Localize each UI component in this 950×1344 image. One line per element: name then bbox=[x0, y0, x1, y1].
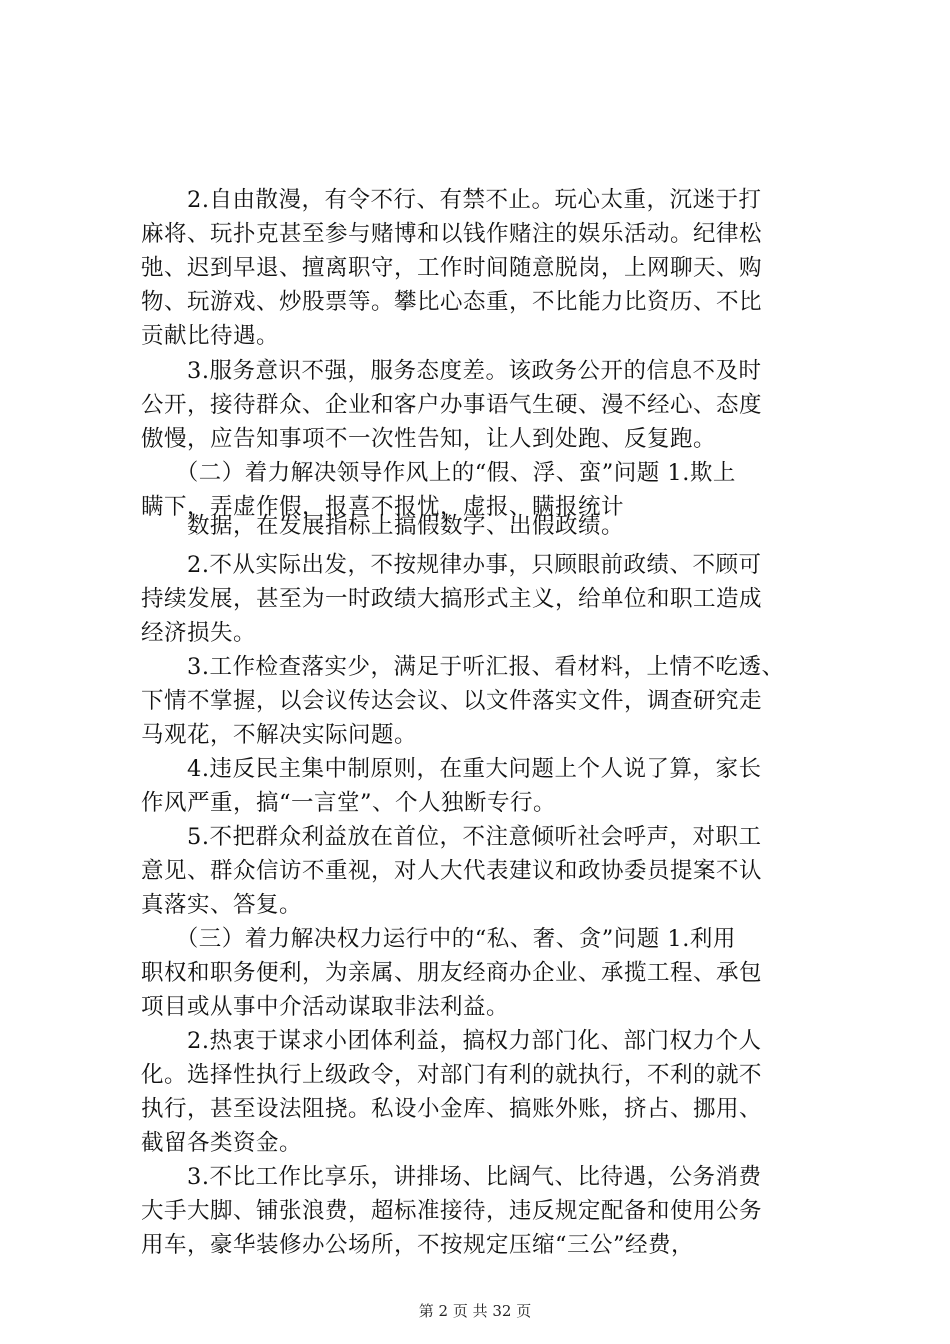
text-line: 傲慢，应告知事项不一次性告知，让人到处跑、反复跑。 bbox=[141, 426, 717, 452]
text-line: 公开，接待群众、企业和客户办事语气生硬、漫不经心、态度 bbox=[141, 392, 763, 418]
text-line: 项目或从事中介活动谋取非法利益。 bbox=[141, 994, 510, 1020]
text-line: 执行，甚至设法阻挠。私设小金库、搞账外账，挤占、挪用、 bbox=[141, 1096, 763, 1122]
text-line: 数据，在发展指标上搞假数字、出假政绩。 bbox=[141, 513, 625, 539]
text-line: 4.违反民主集中制原则，在重大问题上个人说了算，家长 bbox=[141, 756, 762, 782]
text-line: 经济损失。 bbox=[141, 620, 257, 646]
text-line: 麻将、玩扑克甚至参与赌博和以钱作赌注的娱乐活动。纪律松 bbox=[141, 221, 763, 247]
text-line: 大手大脚、铺张浪费，超标准接待，违反规定配备和使用公务 bbox=[141, 1198, 763, 1224]
text-line: 化。选择性执行上级政令，对部门有利的就执行，不利的就不 bbox=[141, 1062, 763, 1088]
text-line: 5.不把群众利益放在首位，不注意倾听社会呼声，对职工 bbox=[141, 824, 762, 850]
text-line: 用车，豪华装修办公场所，不按规定压缩“三公”经费， bbox=[141, 1232, 695, 1258]
text-line: 2.自由散漫，有令不行、有禁不止。玩心太重，沉迷于打 bbox=[141, 187, 762, 213]
text-line: 3.不比工作比享乐，讲排场、比阔气、比待遇，公务消费 bbox=[141, 1164, 762, 1190]
text-line: 弛、迟到早退、擅离职守，工作时间随意脱岗，上网聊天、购 bbox=[141, 255, 763, 281]
section-heading-line: （二）着力解决领导作风上的“假、浮、蛮”问题 1.欺上 bbox=[141, 460, 736, 486]
text-line: 职权和职务便利，为亲属、朋友经商办企业、承揽工程、承包 bbox=[141, 960, 763, 986]
text-line: 持续发展，甚至为一时政绩大搞形式主义，给单位和职工造成 bbox=[141, 586, 763, 612]
page-footer: 第 2 页 共 32 页 bbox=[418, 1302, 532, 1320]
text-line: 物、玩游戏、炒股票等。攀比心态重，不比能力比资历、不比 bbox=[141, 289, 763, 315]
text-line: 截留各类资金。 bbox=[141, 1130, 303, 1156]
text-line: 意见、群众信访不重视，对人大代表建议和政协委员提案不认 bbox=[141, 858, 763, 884]
text-line: 马观花，不解决实际问题。 bbox=[141, 722, 418, 748]
text-line: 瞒下，弄虚作假，报喜不报忧，虚报、瞒报统计 bbox=[141, 494, 625, 520]
text-line: 3.工作检查落实少，满足于听汇报、看材料，上情不吃透、 bbox=[141, 654, 785, 680]
text-line: 2.不从实际出发，不按规律办事，只顾眼前政绩、不顾可 bbox=[141, 552, 762, 578]
text-line: 作风严重，搞“一言堂”、个人独断专行。 bbox=[141, 790, 557, 816]
text-line: 3.服务意识不强，服务态度差。该政务公开的信息不及时 bbox=[141, 358, 762, 384]
text-line: 2.热衷于谋求小团体利益，搞权力部门化、部门权力个人 bbox=[141, 1028, 762, 1054]
text-line: 真落实、答复。 bbox=[141, 892, 303, 918]
text-line: 下情不掌握，以会议传达会议、以文件落实文件，调查研究走 bbox=[141, 688, 763, 714]
section-heading-line: （三）着力解决权力运行中的“私、奢、贪”问题 1.利用 bbox=[141, 926, 736, 952]
text-line: 贡献比待遇。 bbox=[141, 323, 280, 349]
